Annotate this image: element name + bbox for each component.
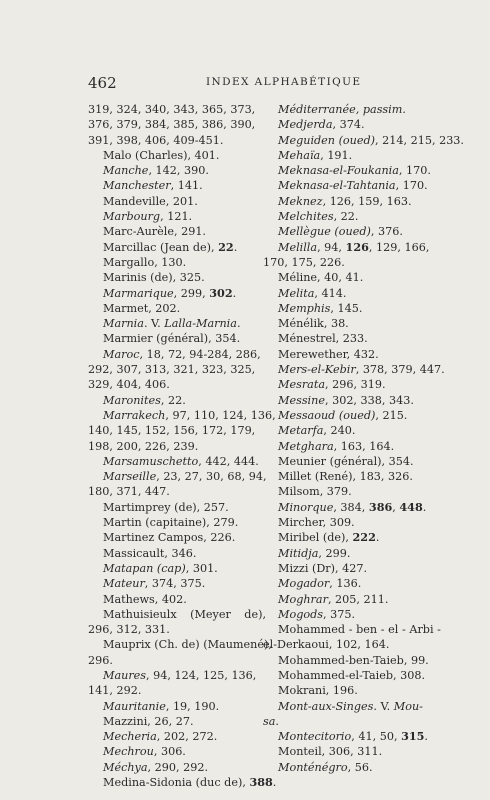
index-text: , 299. [318, 546, 351, 560]
index-text: , 97, 110, 124, 136, [165, 408, 276, 422]
index-line [88, 316, 266, 331]
index-text: Moghrar [278, 592, 328, 606]
index-text: 448 [399, 499, 423, 514]
index-text: Milsom, 379. [278, 485, 352, 499]
index-text: 315 [401, 729, 425, 744]
index-line [88, 240, 266, 255]
index-text: Mers-el-Kebir [278, 363, 356, 377]
index-text: 222 [352, 530, 376, 545]
index-text: Mazzini, 26, 27. [103, 714, 194, 728]
index-line [88, 133, 266, 148]
index-line [263, 592, 441, 607]
index-line [263, 668, 441, 683]
index-text: el [388, 623, 399, 637]
index-line [88, 607, 266, 622]
index-text: 292, 307, 313, 321, 323, 325, [88, 363, 256, 377]
index-line [263, 423, 441, 438]
index-text: Memphis [278, 301, 331, 315]
index-line [263, 117, 441, 132]
index-text: Marcillac (Jean de), [103, 240, 219, 254]
index-text: Martin (capitaine), 279. [103, 516, 239, 530]
index-line [88, 255, 266, 270]
index-line [88, 301, 266, 316]
index-text: , 170. [398, 164, 431, 178]
index-text: Montecitorio [278, 730, 352, 744]
index-line [263, 377, 441, 392]
index-text: Martinez Campos, 226. [103, 531, 236, 545]
index-text: Mircher, 309. [278, 516, 355, 530]
page-number: 462 [88, 74, 117, 92]
index-text: Manchester [103, 179, 171, 193]
index-text: Marc-Aurèle, 291. [103, 225, 206, 239]
index-text: , 442, 444. [198, 454, 259, 468]
index-text: . [233, 240, 238, 254]
index-text: 391, 398, 406, 409-451. [88, 133, 224, 147]
index-line [88, 163, 266, 178]
index-text: 22 [218, 239, 234, 254]
index-text: Mohammed-el-Taieb, 308. [278, 668, 426, 682]
index-line [263, 500, 441, 515]
index-line [263, 178, 441, 193]
index-line [88, 439, 266, 454]
index-line [263, 484, 441, 499]
index-line [88, 744, 266, 759]
running-title: INDEX ALPHABÉTIQUE [206, 76, 362, 88]
index-line [263, 729, 441, 744]
index-text: Merewether, 432. [278, 347, 379, 361]
index-line [263, 744, 441, 759]
index-line [263, 607, 441, 622]
index-text: , 414. [314, 286, 347, 300]
index-text: , 41, 50, [351, 730, 402, 744]
index-text: 126 [345, 239, 369, 254]
index-text: 180, 371, 447. [88, 485, 170, 499]
index-line [88, 637, 272, 652]
index-line [88, 178, 266, 193]
index-line [88, 469, 266, 484]
index-text: Méditerranée, passim. [278, 103, 406, 116]
index-line [88, 515, 266, 530]
index-text: Marmarique [103, 286, 174, 300]
index-line [263, 439, 441, 454]
index-text: Manche [103, 164, 149, 178]
index-line [88, 622, 266, 637]
index-text: ben [356, 623, 378, 637]
index-text: Marnia [103, 317, 144, 331]
index-text: Mechrou [103, 745, 154, 759]
index-text: . [275, 714, 279, 728]
index-text: . [375, 531, 380, 545]
index-text: , [392, 500, 400, 514]
index-text: 329, 404, 406. [88, 378, 170, 392]
index-line [263, 683, 441, 698]
index-column-left [88, 102, 277, 790]
index-line [263, 515, 441, 530]
index-text: , 129, 166, [368, 240, 430, 254]
index-line [263, 331, 441, 346]
index-line [263, 362, 445, 377]
index-text: sa [263, 714, 276, 728]
index-text: Metarfa [278, 424, 324, 438]
index-text: de), [244, 607, 266, 621]
index-line [88, 209, 266, 224]
index-text: Metghara [278, 439, 334, 453]
index-line [88, 775, 277, 790]
index-line [263, 561, 441, 576]
index-text: Medina-Sidonia (duc de), [103, 776, 250, 790]
index-text: Mellègue (oued) [278, 225, 371, 239]
index-line [88, 423, 266, 438]
index-line [88, 530, 266, 545]
index-text: 198, 200, 226, 239. [88, 439, 199, 453]
index-line [88, 546, 266, 561]
index-text: 141, 292. [88, 684, 142, 698]
index-text: Mauprix (Ch. de) (Maumené), [103, 638, 272, 652]
index-line [263, 637, 441, 652]
index-line [88, 683, 266, 698]
index-text: - [380, 623, 385, 637]
index-text: , 22. [333, 210, 359, 224]
index-text: Mecheria [103, 730, 157, 744]
index-text: Melchites [278, 210, 334, 224]
index-text: . [422, 500, 427, 514]
index-text: , 18, 72, 94-284, 286, [139, 347, 261, 361]
index-text: 296. [88, 653, 113, 667]
index-text: Mitidja [278, 546, 319, 560]
index-line [263, 255, 441, 270]
index-text: Marseille [103, 470, 157, 484]
index-text: , 142, 390. [148, 164, 209, 178]
index-line [88, 454, 266, 469]
index-line [263, 316, 441, 331]
index-line [263, 163, 441, 178]
index-text: , 163, 164. [333, 439, 395, 453]
index-text: - [401, 623, 406, 637]
index-text: , 215. [375, 408, 408, 422]
index-line [88, 653, 266, 668]
index-text: Meknez [278, 194, 323, 208]
index-text: 296, 312, 331. [88, 623, 170, 637]
index-text: Miribel (de), [278, 531, 353, 545]
index-text: , 145. [330, 301, 363, 315]
index-text: Mauritanie [103, 699, 166, 713]
index-line [88, 561, 266, 576]
index-line [263, 454, 441, 469]
index-text: Ménestrel, 233. [278, 332, 368, 346]
index-line [263, 133, 464, 148]
index-text: Méline, 40, 41. [278, 271, 364, 285]
index-line [88, 194, 266, 209]
index-line [263, 393, 441, 408]
index-line [263, 530, 441, 545]
index-line [263, 209, 441, 224]
index-text: 140, 145, 152, 156, 172, 179, [88, 424, 256, 438]
index-text: Meknasa-el-Tahtania [278, 179, 396, 193]
index-text: , 141. [170, 179, 203, 193]
index-text: Malo (Charles), 401. [103, 148, 220, 162]
index-text: Mandeville, 201. [103, 194, 198, 208]
index-text: , 240. [323, 424, 356, 438]
index-line [263, 576, 441, 591]
index-text: Maronites [103, 393, 161, 407]
index-text: Meunier (général), 354. [278, 454, 414, 468]
index-line [88, 148, 266, 163]
index-line [263, 286, 441, 301]
index-text: Marmet, 202. [103, 301, 181, 315]
index-line [88, 699, 266, 714]
index-line [263, 653, 441, 668]
index-text: Massicault, 346. [103, 546, 197, 560]
index-text: , 290, 292. [147, 760, 209, 774]
index-text: Medjerda [278, 118, 333, 132]
index-text: Mokrani, 196. [278, 684, 358, 698]
index-text: Meknasa-el-Foukania [278, 164, 399, 178]
index-line [88, 408, 276, 423]
index-text: . [424, 730, 428, 744]
index-line [88, 286, 266, 301]
index-text: Mont-aux-Singes [278, 699, 374, 713]
index-text: Mesrata [278, 378, 326, 392]
index-text: Marinis (de), 325. [103, 271, 205, 285]
index-line [263, 699, 441, 714]
index-text: 376, 379, 384, 385, 386, 390, [88, 118, 256, 132]
index-line [263, 224, 441, 239]
page-header [88, 74, 460, 94]
index-text: el-Derkaoui, 102, 164. [263, 638, 390, 652]
index-text: , 374. [332, 118, 365, 132]
index-text: Meguiden (oued) [278, 133, 376, 147]
index-line [263, 301, 441, 316]
index-text: , 205, 211. [327, 592, 389, 606]
index-text: Mohammed [278, 623, 346, 637]
index-text: , 296, 319. [325, 378, 386, 392]
index-text: Melilla [278, 240, 318, 254]
index-line [263, 270, 441, 285]
index-text: Mateur [103, 577, 145, 591]
index-text: , 126, 159, 163. [322, 194, 412, 208]
index-line [263, 714, 441, 729]
index-text: 302 [209, 285, 233, 300]
index-text: , 214, 215, 233. [375, 133, 464, 147]
index-text: Marmier (général), 354. [103, 332, 241, 346]
index-line [263, 347, 441, 362]
index-text: Melita [278, 286, 315, 300]
index-text: Maroc [103, 347, 140, 361]
index-line [263, 469, 441, 484]
index-text: , 301. [185, 561, 218, 575]
index-text: Méchya [103, 760, 148, 774]
index-line [88, 760, 266, 775]
index-text: Mathews, 402. [103, 592, 187, 606]
index-text: Ménélik, 38. [278, 317, 349, 331]
index-text: . [236, 317, 241, 331]
index-line [88, 592, 266, 607]
index-line [263, 622, 441, 637]
index-text: Marbourg [103, 210, 161, 224]
index-text: , 306. [153, 745, 186, 759]
index-line [88, 484, 266, 499]
index-text: Arbi [409, 623, 434, 637]
index-text: Messaoud (oued) [278, 408, 376, 422]
index-line [88, 668, 266, 683]
index-text: , 136. [329, 577, 362, 591]
index-text: , 94, [317, 240, 346, 254]
index-line [88, 102, 266, 117]
index-text: , 302, 338, 343. [324, 393, 414, 407]
index-line [88, 500, 266, 515]
index-text: Maures [103, 668, 147, 682]
index-text: . [272, 776, 277, 790]
index-text: , 376. [370, 225, 403, 239]
index-text: Mou- [393, 699, 423, 713]
index-text: (Meyer [190, 607, 231, 621]
index-text: , 19, 190. [165, 699, 220, 713]
index-text: , 170. [395, 179, 428, 193]
index-text: Marrakech [103, 408, 166, 422]
index-text: , 202, 272. [156, 730, 218, 744]
index-line [88, 224, 266, 239]
index-text: Martimprey (de), 257. [103, 500, 229, 514]
index-line [88, 331, 266, 346]
index-text: Minorque [278, 500, 334, 514]
index-text: 319, 324, 340, 343, 365, 373, [88, 103, 256, 116]
index-text: 170, 175, 226. [263, 255, 345, 269]
index-text: , 375. [323, 607, 356, 621]
index-text: 386 [368, 499, 393, 514]
index-line [88, 270, 266, 285]
index-line [88, 377, 266, 392]
index-line [88, 714, 266, 729]
index-text: Mizzi (Dr), 427. [278, 561, 368, 575]
index-text: 388 [249, 775, 273, 790]
index-text: , 384, [333, 500, 369, 514]
index-text: Messine [278, 393, 325, 407]
index-line [88, 393, 266, 408]
index-line [263, 760, 441, 775]
index-text: , 94, 124, 125, 136, [146, 668, 257, 682]
index-line [263, 240, 441, 255]
index-line [88, 729, 266, 744]
index-text: , 56. [347, 760, 373, 774]
index-column-right [263, 102, 464, 775]
index-text: Margallo, 130. [103, 255, 187, 269]
index-text: Mathuisieulx [103, 607, 177, 621]
index-text: . [232, 286, 237, 300]
index-text: - [348, 623, 353, 637]
index-text: Monteil, 306, 311. [278, 745, 383, 759]
index-text: Mogods [278, 607, 323, 621]
index-text: , 378, 379, 447. [355, 363, 445, 377]
index-text: , 191. [320, 148, 353, 162]
index-line [263, 148, 441, 163]
index-line [263, 546, 441, 561]
index-text: . V. [143, 317, 165, 331]
index-line [263, 194, 441, 209]
index-line [88, 576, 266, 591]
index-line [88, 117, 266, 132]
index-text: , 299, [173, 286, 210, 300]
index-text: Millet (René), 183, 326. [278, 470, 413, 484]
index-text: Mohammed-ben-Taieb, 99. [278, 653, 429, 667]
index-text: , 121. [160, 210, 193, 224]
index-text: Monténégro [278, 760, 348, 774]
index-text: - [437, 623, 441, 637]
index-line [88, 362, 266, 377]
index-text: Lalla-Marnia [164, 317, 237, 331]
index-text: Mehaïa [278, 148, 321, 162]
index-text: Mogador [278, 577, 330, 591]
index-text: Matapan (cap) [103, 561, 186, 575]
index-text: Marsamuschetto [103, 454, 199, 468]
index-line [88, 347, 266, 362]
index-text: , 23, 27, 30, 68, 94, [156, 470, 267, 484]
index-line [263, 102, 441, 117]
index-text: . V. [373, 699, 394, 713]
index-text: , 374, 375. [144, 577, 206, 591]
index-line [263, 408, 441, 423]
index-text: , 22. [160, 393, 186, 407]
